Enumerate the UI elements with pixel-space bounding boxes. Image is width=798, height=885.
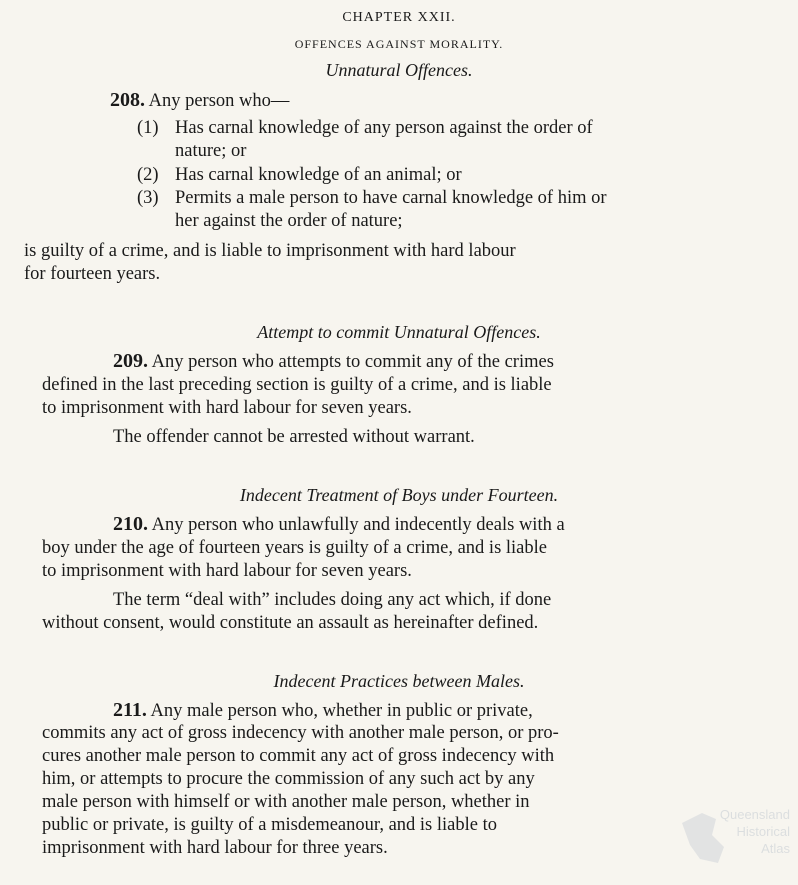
section-211-line-6: public or private, is guilty of a misdemeanour, and is liable to (42, 815, 497, 835)
section-208-item-1 (137, 117, 593, 139)
section-208-conclusion-2: for fourteen years. (24, 264, 161, 284)
watermark-line-2: Historical (736, 824, 790, 839)
section-211-line-4: him, or attempts to procure the commission of any such act by any (42, 769, 535, 789)
section-211-text-1: Any male person who, whether in public or private, (146, 701, 533, 721)
item-text: Permits a male person to have carnal knowledge of him or (175, 188, 607, 208)
watermark-line-1: Queensland (719, 807, 790, 822)
section-210-line-1 (113, 513, 565, 536)
section-209-line-2: defined in the last preceding section is guilty of a crime, and is liable (42, 375, 552, 395)
section-number-211: 211. (113, 699, 147, 721)
section-208-item-2 (137, 164, 462, 186)
item-number: (2) (137, 165, 159, 185)
section-210-line-3: to imprisonment with hard labour for seven years. (42, 561, 412, 581)
section-209-text-1: Any person who attempts to commit any of the crimes (148, 352, 554, 372)
section-heading-208: Unnatural Offences. (325, 60, 473, 80)
section-211-line-7: imprisonment with hard labour for three years. (42, 838, 388, 858)
section-heading-211: Indecent Practices between Males. (273, 671, 525, 691)
section-210-note-2: without consent, would constitute an assault as hereinafter defined. (42, 613, 539, 633)
section-209-line-3: to imprisonment with hard labour for seven years. (42, 398, 412, 418)
item-text: Has carnal knowledge of any person against the order of (175, 118, 593, 138)
section-208-lead (110, 89, 289, 112)
section-number-208: 208. (110, 89, 145, 111)
section-211-line-1 (113, 699, 533, 722)
watermark-logo (672, 805, 790, 867)
section-208-conclusion-1: is guilty of a crime, and is liable to imprisonment with hard labour (24, 241, 516, 261)
section-210-note-1: The term “deal with” includes doing any act which, if done (113, 590, 552, 610)
chapter-subtitle: OFFENCES AGAINST MORALITY. (294, 37, 504, 51)
section-number-210: 210. (113, 513, 148, 535)
section-208-item-3-cont: her against the order of nature; (175, 211, 403, 231)
item-text: Has carnal knowledge of an animal; or (175, 165, 462, 185)
section-heading-209: Attempt to commit Unnatural Offences. (257, 322, 541, 342)
watermark-line-3: Atlas (761, 841, 790, 856)
section-211-line-3: cures another male person to commit any act of gross indecency with (42, 746, 555, 766)
section-211-line-5: male person with himself or with another male person, whether in (42, 792, 530, 812)
section-208-lead-text: Any person who— (145, 91, 290, 111)
item-number: (1) (137, 118, 159, 138)
section-210-text-1: Any person who unlawfully and indecently deals with a (148, 515, 565, 535)
item-number: (3) (137, 188, 159, 208)
section-208-item-1-cont: nature; or (175, 141, 247, 161)
section-211-line-2: commits any act of gross indecency with another male person, or pro- (42, 723, 559, 743)
section-heading-210: Indecent Treatment of Boys under Fourteen. (239, 485, 559, 505)
chapter-title: CHAPTER XXII. (342, 10, 456, 25)
section-208-item-3 (137, 187, 607, 209)
section-209-note: The offender cannot be arrested without warrant. (113, 427, 475, 447)
section-210-line-2: boy under the age of fourteen years is guilty of a crime, and is liable (42, 538, 547, 558)
section-number-209: 209. (113, 350, 148, 372)
section-209-line-1 (113, 350, 554, 373)
